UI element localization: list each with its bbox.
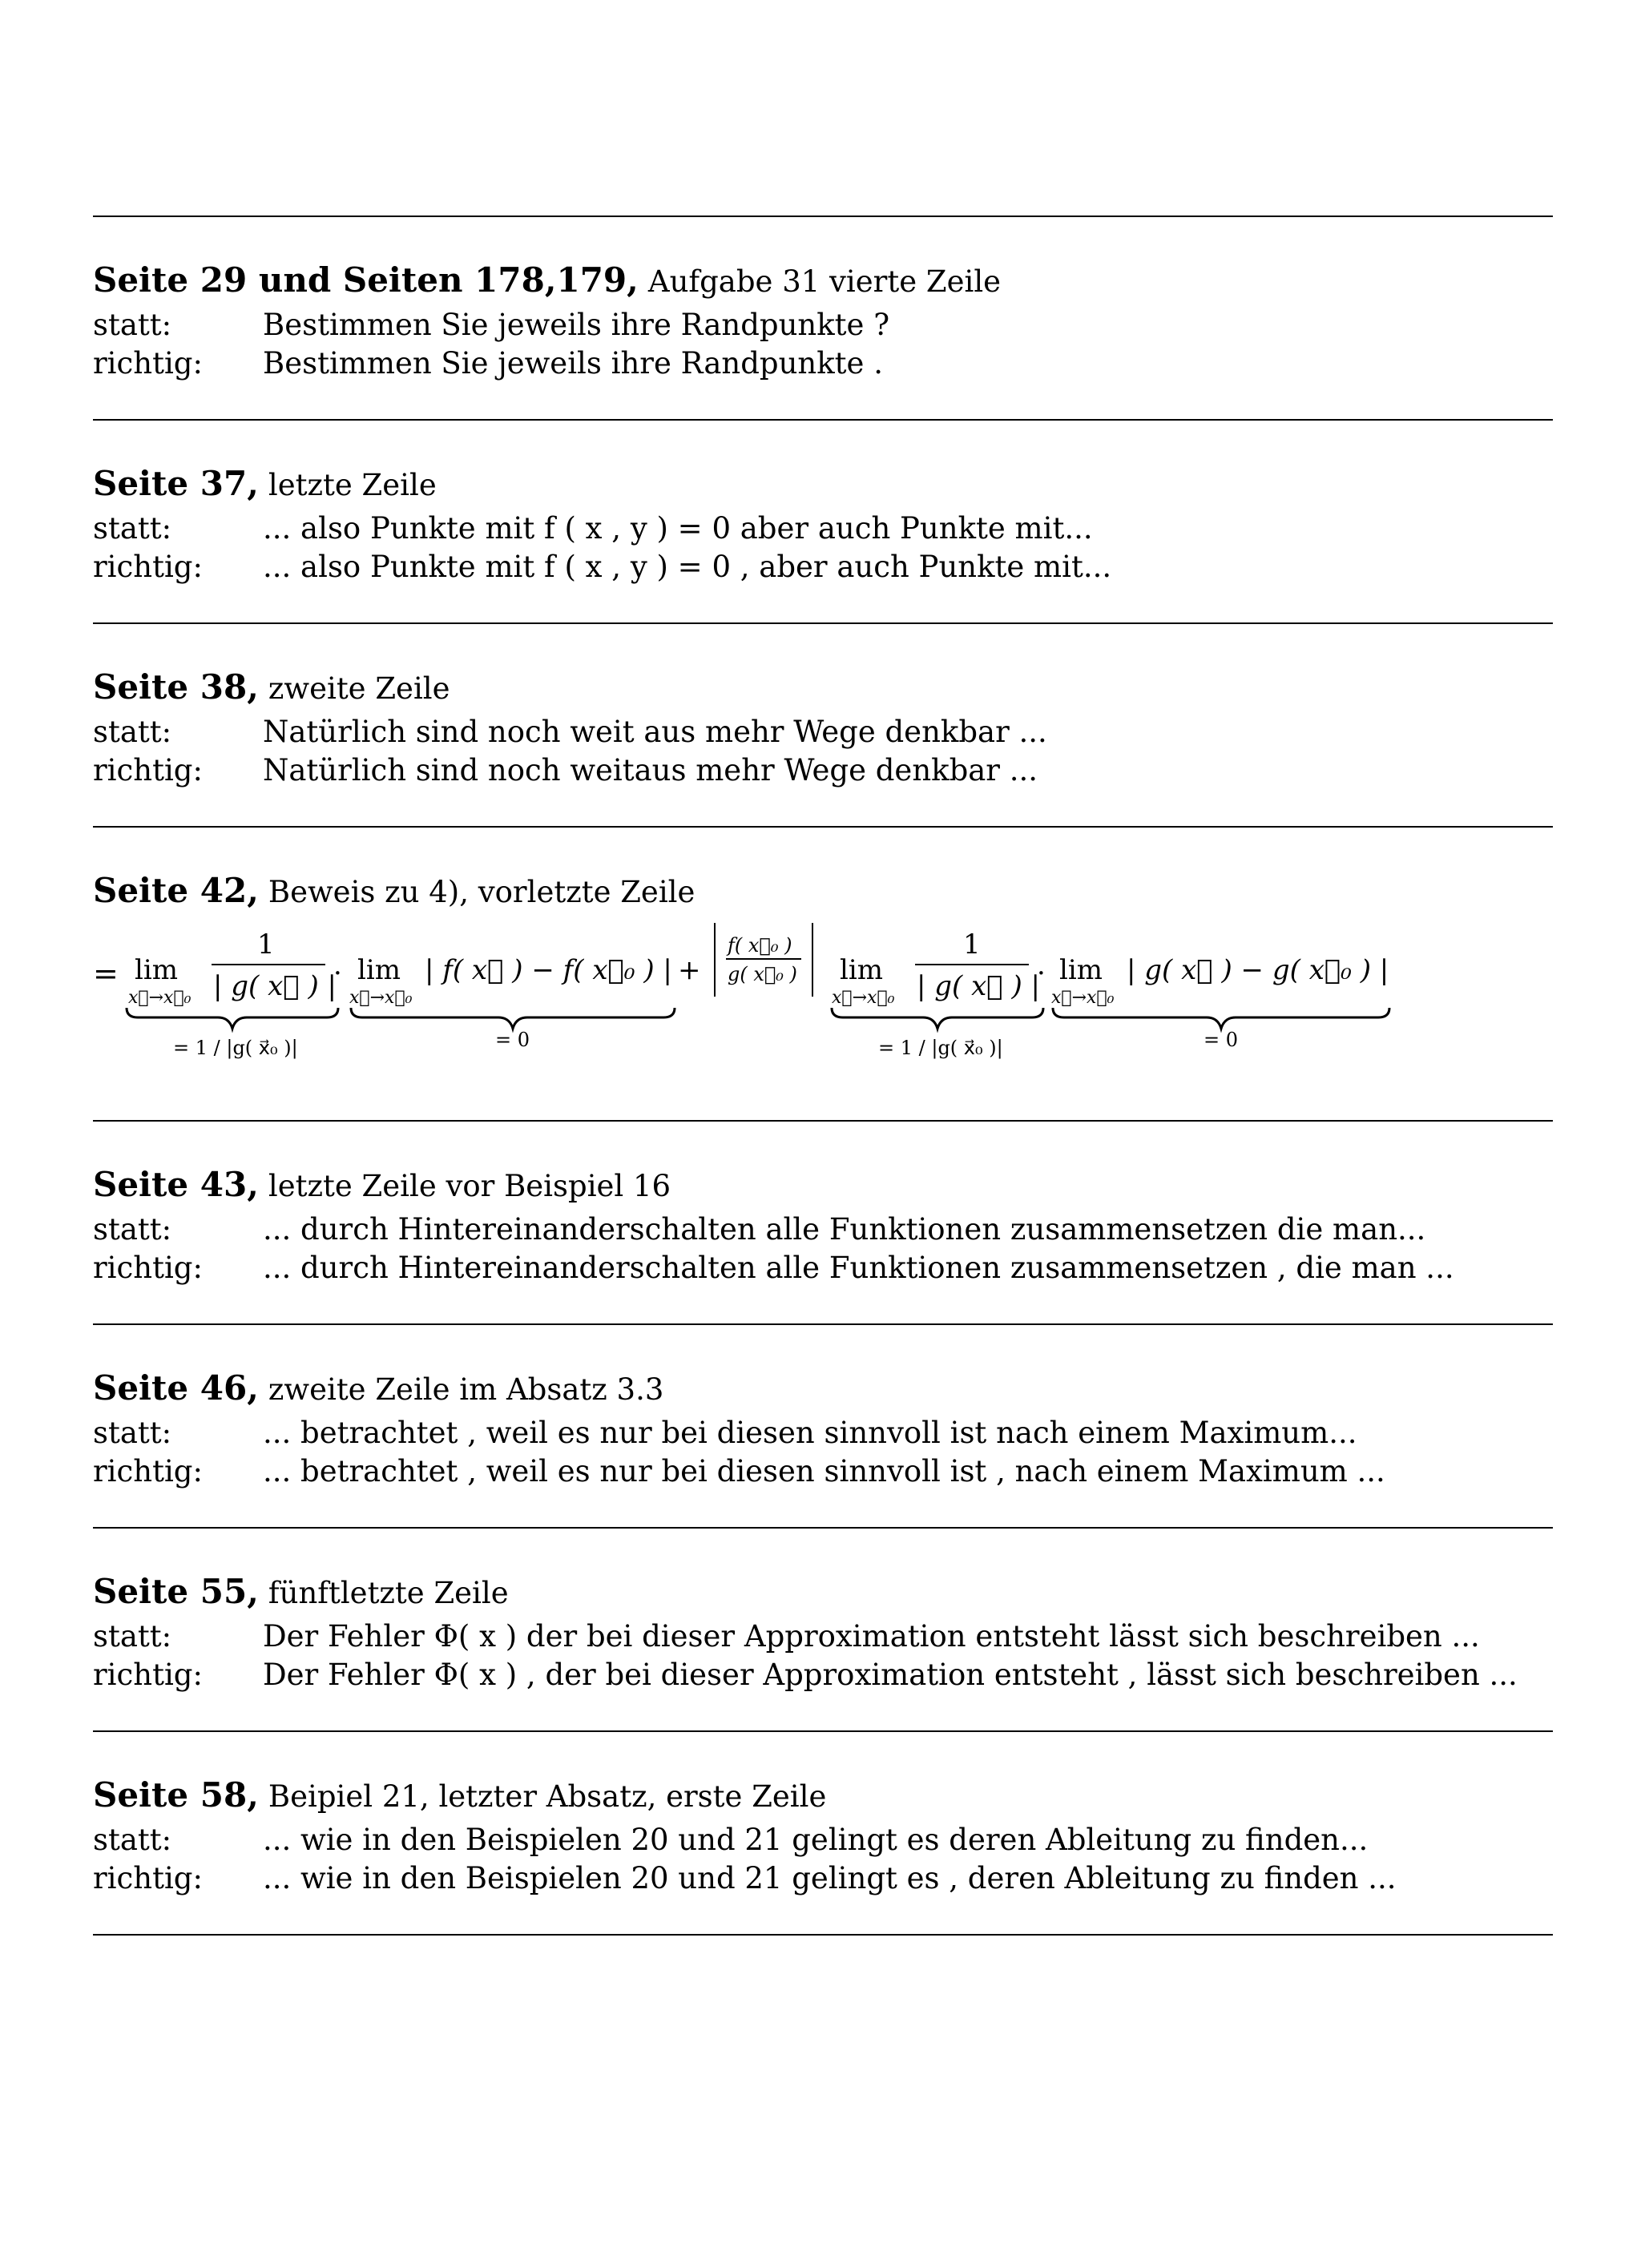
page-reference: Seite 37, [93, 464, 259, 503]
richtig-row [93, 751, 1553, 790]
underbrace-label: = 0 [495, 1029, 530, 1051]
statt-label: statt: [93, 1619, 172, 1654]
lim-operator: lim [840, 954, 883, 986]
errata-entry [93, 1573, 1553, 1694]
location-note: zweite Zeile [268, 671, 450, 706]
abs-difference-g: | g( x⃗ ) − g( x⃗₀ ) | [1127, 954, 1389, 986]
fraction-denominator: | g( x⃗ ) | [917, 970, 1041, 1002]
ratio-numerator: f( x⃗₀ ) [728, 934, 792, 957]
statt-label: statt: [93, 1416, 172, 1450]
entry-heading [93, 1166, 1553, 1206]
divider [93, 826, 1553, 828]
location-note: Beweis zu 4), vorletzte Zeile [268, 875, 696, 909]
errata-entry [93, 261, 1553, 383]
richtig-text: ... also Punkte mit f ( x , y ) = 0 , aber auch Punkte mit... [263, 550, 1112, 584]
entry-heading [93, 872, 1553, 912]
equals-sign: = [93, 956, 119, 991]
divider [93, 419, 1553, 421]
statt-row [93, 1414, 1553, 1452]
entry-heading [93, 668, 1553, 708]
richtig-label: richtig: [93, 1251, 203, 1285]
underbrace-label: = 1 / |g( x⃗₀ )| [173, 1037, 298, 1059]
page-reference: Seite 38, [93, 667, 259, 707]
location-note: zweite Zeile im Absatz 3.3 [268, 1372, 664, 1407]
lim-subscript: x⃗→x⃗₀ [349, 988, 413, 1008]
dot-operator: · [333, 957, 342, 989]
location-note: Beipiel 21, letzter Absatz, erste Zeile [268, 1779, 827, 1814]
page-reference: Seite 46, [93, 1368, 259, 1408]
errata-entry [93, 1776, 1553, 1898]
errata-entry-formula [93, 871, 1553, 1059]
limit-formula [93, 913, 1553, 1090]
underbrace [1053, 1008, 1389, 1029]
richtig-label: richtig: [93, 550, 203, 584]
statt-row [93, 1617, 1553, 1656]
richtig-label: richtig: [93, 1454, 203, 1489]
ratio-denominator: g( x⃗₀ ) [728, 963, 797, 985]
lim-subscript: x⃗→x⃗₀ [832, 988, 895, 1008]
statt-label: statt: [93, 1823, 172, 1857]
lim-operator: lim [135, 954, 178, 986]
richtig-label: richtig: [93, 1658, 203, 1692]
fraction-numerator: 1 [963, 929, 981, 961]
richtig-label: richtig: [93, 346, 203, 381]
fraction-denominator: | g( x⃗ ) | [213, 970, 337, 1002]
richtig-text: ... betrachtet , weil es nur bei diesen sinnvoll ist , nach einem Maximum ... [263, 1454, 1385, 1489]
page-reference: Seite 42, [93, 871, 259, 910]
plus-operator: + [678, 954, 701, 986]
richtig-row [93, 548, 1553, 586]
lim-operator: lim [1059, 954, 1103, 986]
richtig-row [93, 344, 1553, 383]
richtig-text: ... wie in den Beispielen 20 und 21 gelingt es , deren Ableitung zu finden ... [263, 1861, 1397, 1895]
statt-label: statt: [93, 511, 172, 546]
divider [93, 1527, 1553, 1529]
location-note: letzte Zeile vor Beispiel 16 [268, 1169, 671, 1203]
divider [93, 622, 1553, 624]
underbrace [351, 1008, 675, 1029]
page-reference: Seite 29 und Seiten 178,179, [93, 260, 639, 300]
statt-row [93, 1211, 1553, 1249]
divider [93, 1934, 1553, 1936]
richtig-row [93, 1452, 1553, 1491]
underbrace-label: = 1 / |g( x⃗₀ )| [878, 1037, 1003, 1059]
richtig-row [93, 1859, 1553, 1898]
statt-text: ... durch Hintereinanderschalten alle Funktionen zusammensetzen die man... [263, 1212, 1426, 1247]
entry-heading [93, 465, 1553, 505]
statt-label: statt: [93, 1212, 172, 1247]
entry-heading [93, 1573, 1553, 1613]
statt-label: statt: [93, 715, 172, 749]
errata-entry [93, 1166, 1553, 1287]
entry-heading [93, 1369, 1553, 1409]
dot-operator: · [1037, 957, 1046, 989]
richtig-text: ... durch Hintereinanderschalten alle Funktionen zusammensetzen , die man ... [263, 1251, 1454, 1285]
location-note: letzte Zeile [268, 468, 437, 502]
entry-heading [93, 261, 1553, 301]
lim-operator: lim [357, 954, 401, 986]
errata-entry [93, 668, 1553, 790]
richtig-label: richtig: [93, 1861, 203, 1895]
lim-subscript: x⃗→x⃗₀ [1051, 988, 1115, 1008]
statt-row [93, 306, 1553, 344]
statt-label: statt: [93, 308, 172, 342]
errata-entry [93, 1369, 1553, 1491]
page-reference: Seite 55, [93, 1572, 259, 1611]
richtig-text: Bestimmen Sie jeweils ihre Randpunkte . [263, 346, 883, 381]
abs-difference-f: | f( x⃗ ) − f( x⃗₀ ) | [425, 954, 672, 986]
statt-text: ... betrachtet , weil es nur bei diesen sinnvoll ist nach einem Maximum... [263, 1416, 1357, 1450]
page-reference: Seite 58, [93, 1775, 259, 1815]
errata-entry [93, 465, 1553, 586]
richtig-row [93, 1249, 1553, 1287]
divider [93, 216, 1553, 217]
statt-text: Bestimmen Sie jeweils ihre Randpunkte ? [263, 308, 890, 342]
statt-text: ... wie in den Beispielen 20 und 21 gelingt es deren Ableitung zu finden... [263, 1823, 1369, 1857]
page-reference: Seite 43, [93, 1165, 259, 1204]
location-note: fünftletzte Zeile [268, 1576, 509, 1610]
richtig-text: Natürlich sind noch weitaus mehr Wege denkbar ... [263, 753, 1038, 788]
richtig-label: richtig: [93, 753, 203, 788]
divider [93, 1730, 1553, 1732]
underbrace-label: = 0 [1204, 1029, 1239, 1051]
underbrace [127, 1008, 338, 1029]
statt-text: Der Fehler Φ( x ) der bei dieser Approximation entsteht lässt sich beschreiben ... [263, 1619, 1480, 1654]
location-note: Aufgabe 31 vierte Zeile [647, 264, 1002, 299]
divider [93, 1120, 1553, 1122]
lim-subscript: x⃗→x⃗₀ [128, 988, 192, 1008]
underbrace [832, 1008, 1043, 1029]
entry-heading [93, 1776, 1553, 1816]
statt-text: Natürlich sind noch weit aus mehr Wege denkbar ... [263, 715, 1047, 749]
fraction-numerator: 1 [257, 929, 275, 961]
statt-row [93, 713, 1553, 751]
divider [93, 1323, 1553, 1325]
richtig-row [93, 1656, 1553, 1694]
statt-row [93, 1821, 1553, 1859]
statt-text: ... also Punkte mit f ( x , y ) = 0 aber auch Punkte mit... [263, 511, 1093, 546]
statt-row [93, 510, 1553, 548]
richtig-text: Der Fehler Φ( x ) , der bei dieser Approximation entsteht , lässt sich beschreiben ... [263, 1658, 1518, 1692]
